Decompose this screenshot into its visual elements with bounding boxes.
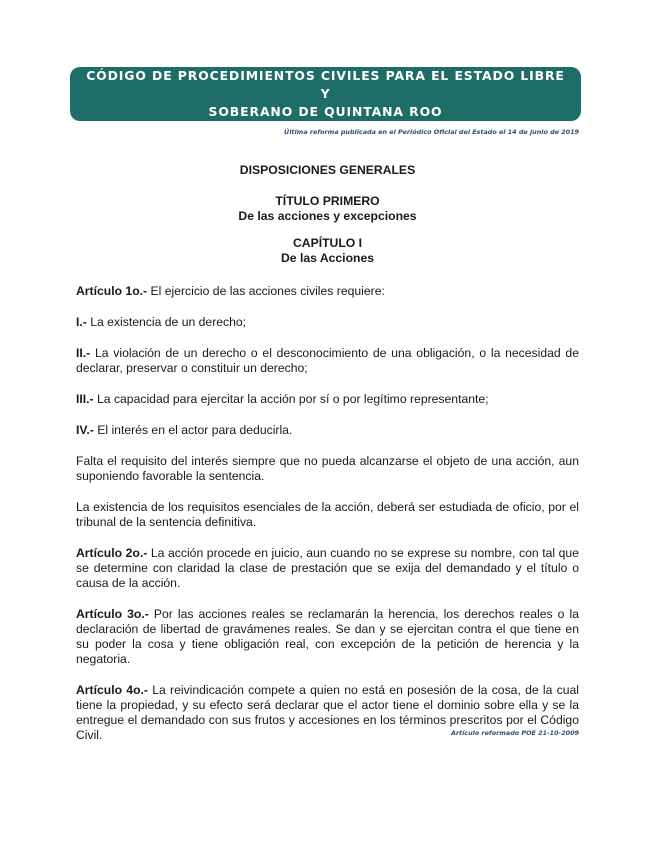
- chapter-subheading: De las Acciones: [280, 251, 375, 265]
- article-1-text: El ejercicio de las acciones civiles requiere:: [147, 284, 385, 298]
- article-2-paragraph: [76, 546, 579, 591]
- fraction-iv-label: IV.-: [76, 423, 94, 437]
- article-2-text: La acción procede en juicio, aun cuando no se exprese su nombre, con tal que se determine con claridad la clase de prestación que se exija del demandado y el título o causa de la acción.: [76, 546, 579, 590]
- article-reform-note: Artículo reformado POE 21-10-2009: [450, 729, 579, 737]
- article-4-text: La reivindicación compete a quien no está en posesión de la cosa, de la cual tiene la propiedad, y su efecto será declarar que el actor tiene el dominio sobre ella y se la entregue el demandado con sus frutos y accesiones en los términos prescritos por el Código Civil.: [76, 683, 579, 742]
- fraction-iii-label: III.-: [76, 392, 94, 406]
- fraction-i-paragraph: [76, 315, 579, 330]
- essential-requirements-text: La existencia de los requisitos esenciales de la acción, deberá ser estudiada de oficio, por el tribunal de la sentencia definitiva.: [76, 500, 579, 529]
- chapter-heading: CAPÍTULO I: [292, 236, 363, 250]
- fraction-i-label: I.-: [76, 315, 87, 329]
- article-3-paragraph: [76, 607, 579, 667]
- article-3-text: Por las acciones reales se reclamarán la herencia, los derechos reales o la declaración de libertad de gravámenes reales. Se dan y se ejercitan contra el que tiene en su poder la cosa y tiene obligación real, con excepción de la petición de herencia y la negatoria.: [76, 607, 579, 666]
- article-2-label: Artículo 2o.-: [76, 546, 148, 560]
- general-provisions-heading: DISPOSICIONES GENERALES: [239, 163, 416, 177]
- document-title-banner: [70, 67, 581, 121]
- article-4-label: Artículo 4o.-: [76, 683, 148, 697]
- title-line-1: CÓDIGO DE PROCEDIMIENTOS CIVILES PARA EL ESTADO LIBRE Y: [86, 68, 565, 101]
- essential-requirements-paragraph: [76, 500, 579, 530]
- article-3-label: Artículo 3o.-: [76, 607, 149, 621]
- fraction-iii-text: La capacidad para ejercitar la acción por sí o por legítimo representante;: [93, 392, 489, 406]
- fraction-ii-text: La violación de un derecho o el desconocimiento de una obligación, o la necesidad de declarar, preservar o constituir un derecho;: [76, 346, 579, 375]
- article-1-label: Artículo 1o.-: [76, 284, 148, 298]
- title-subheading: De las acciones y excepciones: [238, 209, 417, 223]
- document-title: [86, 67, 566, 121]
- document-body: [76, 163, 579, 759]
- fraction-iv-paragraph: [76, 423, 579, 438]
- fraction-ii-paragraph: [76, 346, 579, 376]
- fraction-i-text: La existencia de un derecho;: [86, 315, 247, 329]
- fraction-iv-text: El interés en el actor para deducirla.: [93, 423, 293, 437]
- interest-requirement-paragraph: [76, 454, 579, 484]
- title-heading: TÍTULO PRIMERO: [275, 194, 380, 208]
- fraction-ii-label: II.-: [76, 346, 91, 360]
- article-1-paragraph: [76, 284, 579, 299]
- title-line-2: SOBERANO DE QUINTANA ROO: [208, 104, 443, 119]
- last-reform-note: Última reforma publicada en el Periódico Oficial del Estado el 14 de junio de 2019: [284, 128, 579, 136]
- fraction-iii-paragraph: [76, 392, 579, 407]
- interest-requirement-text: Falta el requisito del interés siempre que no pueda alcanzarse el objeto de una acción, aun suponiendo favorable la sentencia.: [76, 454, 579, 483]
